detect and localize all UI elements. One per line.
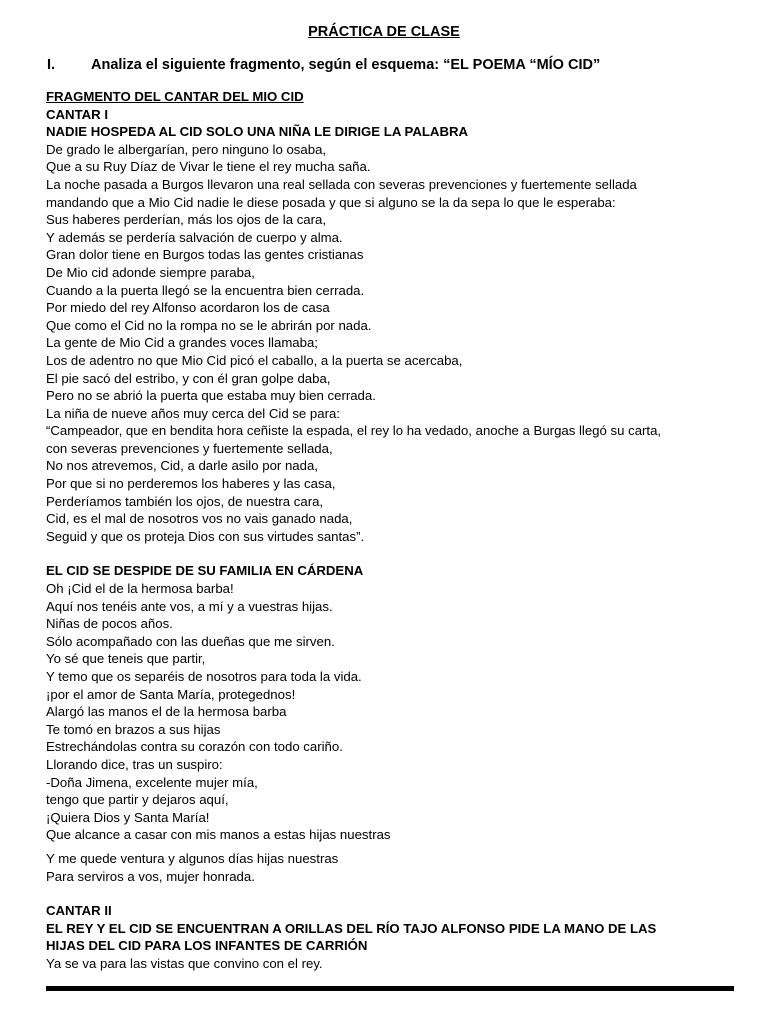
poem-line: Llorando dice, tras un suspiro: [46, 756, 223, 772]
poem-line: Y me quede ventura y algunos días hijas nuestras [46, 850, 339, 866]
section-heading-nadie-hospeda: NADIE HOSPEDA AL CID SOLO UNA NIÑA LE DIRIGE LA PALABRA [46, 124, 469, 140]
section-heading-rey-y-cid: EL REY Y EL CID SE ENCUENTRAN A ORILLAS DEL RÍO TAJO ALFONSO PIDE LA MANO DE LAS [46, 920, 657, 936]
poem-line: Estrechándolas contra su corazón con todo cariño. [46, 739, 343, 755]
poem-line: “Campeador, que en bendita hora ceñiste la espada, el rey lo ha vedado, anoche a Burgas llegó su carta, [46, 423, 662, 439]
poem-line: Gran dolor tiene en Burgos todas las gentes cristianas [46, 247, 364, 263]
section-heading-fragment: FRAGMENTO DEL CANTAR DEL MIO CID [46, 89, 304, 104]
poem-line: De Mio cid adonde siempre paraba, [46, 264, 255, 280]
poem-line: Yo sé que teneis que partir, [46, 651, 206, 667]
poem-line: Oh ¡Cid el de la hermosa barba! [46, 581, 234, 597]
poem-line: Y además se perdería salvación de cuerpo y alma. [46, 229, 343, 245]
poem-line: mandando que a Mio Cid nadie le diese posada y que si alguno se la da sepa lo que le esperaba: [46, 194, 616, 210]
poem-line: -Doña Jimena, excelente mujer mía, [46, 774, 258, 790]
document-body [46, 88, 746, 973]
poem-line: Niñas de pocos años. [46, 616, 173, 632]
poem-line: Te tomó en brazos a sus hijas [46, 721, 221, 737]
instruction-number: I. [47, 57, 56, 73]
page-bottom-rule [46, 986, 734, 991]
poem-line: Seguid y que os proteja Dios con sus virtudes santas”. [46, 528, 365, 544]
section-heading-despedida: EL CID SE DESPIDE DE SU FAMILIA EN CÁRDENA [46, 563, 364, 579]
poem-line: De grado le albergarían, pero ninguno lo osaba, [46, 141, 327, 157]
instruction-text: Analiza el siguiente fragmento, según el esquema: “EL POEMA “MÍO CID” [91, 57, 601, 73]
poem-line: Los de adentro no que Mio Cid picó el caballo, a la puerta se acercaba, [46, 352, 463, 368]
poem-line: Alargó las manos el de la hermosa barba [46, 704, 287, 720]
poem-section-3 [46, 955, 746, 973]
poem-line: La niña de nueve años muy cerca del Cid se para: [46, 405, 340, 421]
poem-line: Sólo acompañado con las dueñas que me sirven. [46, 633, 335, 649]
poem-line: Perderíamos también los ojos, de nuestra cara, [46, 493, 324, 509]
spacer [46, 545, 746, 562]
poem-line: ¡por el amor de Santa María, protegednos! [46, 686, 296, 702]
poem-line: Por miedo del rey Alfonso acordaron los de casa [46, 300, 330, 316]
poem-line: Pero no se abrió la puerta que estaba muy bien cerrada. [46, 388, 376, 404]
poem-line: tengo que partir y dejaros aquí, [46, 792, 229, 808]
poem-section-2 [46, 580, 746, 885]
poem-line: Que como el Cid no la rompa no se le abrirán por nada. [46, 317, 372, 333]
instruction [47, 55, 747, 75]
section-heading-rey-y-cid-cont: HIJAS DEL CID PARA LOS INFANTES DE CARRIÓN [46, 938, 368, 954]
poem-line: Ya se va para las vistas que convino con el rey. [46, 955, 323, 971]
poem-line: No nos atrevemos, Cid, a darle asilo por nada, [46, 458, 318, 474]
poem-line: Para serviros a vos, mujer honrada. [46, 868, 255, 884]
page-title: PRÁCTICA DE CLASE [308, 24, 460, 40]
poem-line: ¡Quiera Dios y Santa María! [46, 809, 210, 825]
spacer [46, 885, 746, 902]
poem-line: Y temo que os separéis de nosotros para toda la vida. [46, 669, 362, 684]
poem-line: La gente de Mio Cid a grandes voces llamaba; [46, 335, 318, 351]
poem-line: con severas prevenciones y fuertemente sellada, [46, 440, 333, 456]
section-heading-cantar-i: CANTAR I [46, 106, 109, 122]
poem-line: La noche pasada a Burgos llevaron una real sellada con severas prevenciones y fuertemente sellada [46, 176, 637, 192]
poem-line: Cuando a la puerta llegó se la encuentra bien cerrada. [46, 282, 365, 298]
poem-line: Aquí nos tenéis ante vos, a mí y a vuestras hijas. [46, 598, 333, 614]
poem-line: Que a su Ruy Díaz de Vivar le tiene el rey mucha saña. [46, 159, 371, 175]
poem-line: Sus haberes perderían, más los ojos de la cara, [46, 212, 327, 228]
poem-line: Que alcance a casar con mis manos a estas hijas nuestras [46, 827, 391, 843]
poem-section-1 [46, 141, 746, 546]
poem-line: Por que si no perderemos los haberes y las casa, [46, 476, 336, 492]
poem-line: El pie sacó del estribo, y con él gran golpe daba, [46, 370, 331, 386]
poem-line: Cid, es el mal de nosotros vos no vais ganado nada, [46, 511, 353, 527]
section-heading-cantar-ii: CANTAR II [46, 903, 112, 919]
